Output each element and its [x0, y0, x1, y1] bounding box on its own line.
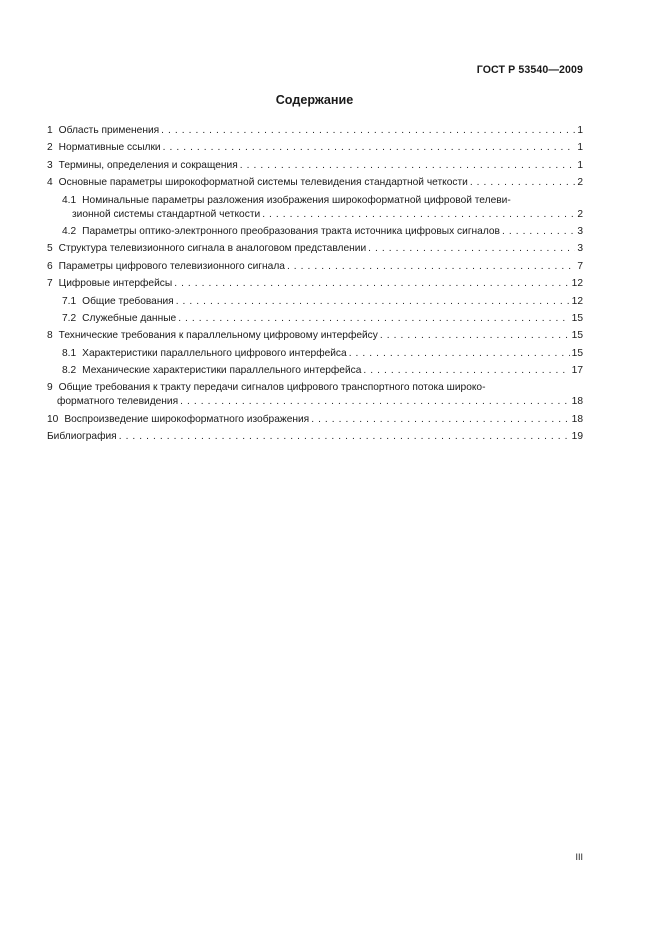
toc-title: Содержание [275, 93, 354, 107]
toc-entry-title: Механические характеристики параллельного интерфейса [82, 365, 362, 377]
dot-leader [240, 159, 576, 173]
toc-entry-page: 18 [571, 413, 583, 425]
dot-leader [287, 260, 575, 274]
toc-entry-number: 8.2 [62, 365, 77, 377]
dot-leader [163, 141, 576, 155]
toc-entry-number: 7.1 [62, 295, 77, 307]
dot-leader [311, 413, 569, 427]
toc-entry-page: 15 [571, 330, 583, 342]
toc-entry-number: 7.2 [62, 312, 77, 324]
toc-entry-title: Характеристики параллельного цифрового интерфейса [82, 347, 347, 359]
toc-entry-title: Область применения [58, 125, 160, 136]
toc-entry[interactable] [47, 176, 583, 190]
toc-entry[interactable] [47, 194, 583, 222]
dot-leader [180, 395, 570, 409]
toc-entry[interactable] [47, 413, 583, 427]
dot-leader [349, 347, 570, 361]
toc-entry-title: Технические требования к параллельному цифровому интерфейсу [58, 330, 378, 342]
toc-entry-number: 7 [47, 278, 53, 290]
toc-entry-page: 1 [577, 142, 583, 154]
dot-leader [363, 364, 569, 378]
toc-entry-title: Термины, определения и сокращения [58, 159, 238, 171]
toc-entry-page: 15 [571, 312, 583, 324]
toc-entry-number: 5 [47, 243, 53, 255]
toc-entry-number: 8 [47, 330, 53, 342]
toc-entry-title: зионной системы стандартной четкости [72, 208, 261, 220]
toc-entry-title: Служебные данные [82, 312, 177, 324]
toc-entry-page: 12 [571, 278, 583, 290]
toc-entry[interactable] [47, 430, 583, 444]
toc-entry-number: 6 [47, 260, 53, 272]
toc-entry-title: Цифровые интерфейсы [58, 278, 173, 290]
dot-leader [380, 329, 570, 343]
toc-entry-page: 7 [577, 260, 583, 272]
toc-entry[interactable] [47, 141, 583, 155]
dot-leader [502, 225, 575, 239]
toc-entry-number: 2 [47, 142, 53, 154]
toc-entry[interactable] [47, 277, 583, 291]
toc-entry-number: 3 [47, 159, 53, 171]
standard-code: ГОСТ Р 53540—2009 [476, 64, 583, 76]
toc-entry[interactable] [47, 225, 583, 239]
toc-entry-number: 4.1 [62, 194, 77, 206]
dot-leader [470, 176, 576, 190]
toc-entry-number: 8.1 [62, 347, 77, 359]
toc-entry-title: Нормативные ссылки [58, 142, 161, 154]
toc-entry-page: 3 [577, 243, 583, 255]
toc-entry-number: 1 [47, 125, 53, 136]
toc-entry-page: 2 [577, 177, 583, 189]
toc-entry[interactable] [47, 260, 583, 274]
toc-entry-number: 9 [47, 382, 53, 394]
toc-entry-number: 4.2 [62, 225, 77, 237]
toc-entry-page: 17 [571, 365, 583, 377]
dot-leader [119, 430, 570, 444]
toc-entry[interactable] [47, 381, 583, 409]
toc-entry[interactable] [47, 295, 583, 309]
toc-entry[interactable] [47, 347, 583, 361]
toc-entry-page: 15 [571, 347, 583, 359]
toc-entry-number: 4 [47, 177, 53, 189]
toc-entry-page: 18 [571, 396, 583, 408]
toc-entry-page: 19 [571, 431, 583, 443]
dot-leader [368, 242, 575, 256]
dot-leader [174, 277, 569, 291]
toc-entry[interactable] [47, 364, 583, 378]
toc-entry-page: 2 [577, 208, 583, 220]
toc-entry-title: Параметры оптико-электронного преобразования тракта источника цифровых сигналов [82, 225, 500, 237]
toc-entry-title: форматного телевидения [57, 396, 179, 408]
toc-entry-title: Общие требования [82, 295, 174, 307]
toc-entry-page: 3 [577, 225, 583, 237]
toc-entry-title: Библиография [47, 431, 117, 443]
toc-entry-title: Воспроизведение широкоформатного изображения [64, 413, 310, 425]
toc-entry[interactable] [47, 312, 583, 326]
toc-entry-title: Основные параметры широкоформатной системы телевидения стандартной четкости [58, 177, 468, 189]
toc-entry-page: 1 [577, 125, 583, 136]
page-number: III [575, 852, 583, 862]
toc-entry-title: Общие требования к тракту передачи сигналов цифрового транспортного потока широко- [58, 382, 486, 394]
toc-entry[interactable] [47, 124, 583, 138]
dot-leader [178, 312, 569, 326]
toc-entry-page: 1 [577, 159, 583, 171]
toc-entry-title: Структура телевизионного сигнала в аналоговом представлении [58, 243, 367, 255]
toc-entry[interactable] [47, 242, 583, 256]
table-of-contents [47, 124, 583, 448]
dot-leader [176, 295, 570, 309]
dot-leader [161, 124, 575, 138]
dot-leader [262, 208, 575, 222]
toc-entry-page: 12 [571, 295, 583, 307]
toc-entry-number: 10 [47, 413, 59, 425]
toc-entry-title: Параметры цифрового телевизионного сигнала [58, 260, 285, 272]
toc-entry[interactable] [47, 329, 583, 343]
toc-entry-title: Номинальные параметры разложения изображения широкоформатной цифровой телеви- [82, 194, 511, 206]
toc-entry[interactable] [47, 159, 583, 173]
